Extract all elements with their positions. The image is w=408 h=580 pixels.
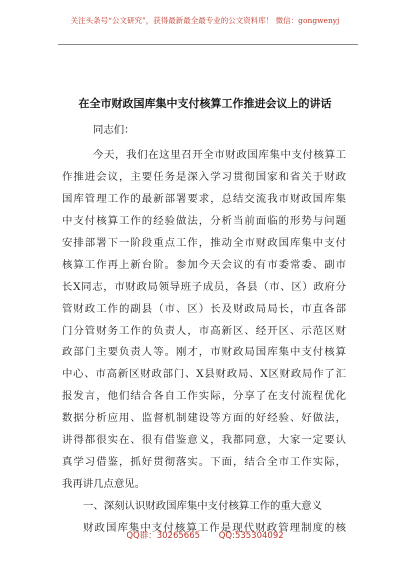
body-line: 真学习借鉴，抓好贯彻落实。下面，结合全市工作实际， [62, 456, 346, 469]
salutation: 同志们： [93, 124, 135, 136]
body-line: 今天，我们在这里召开全市财政国库集中支付核算工 [93, 149, 346, 161]
body-line: 门分管财务工作的负责人，市高新区、经开区、示范区财 [62, 324, 346, 337]
body-line: 我再讲几点意见。 [62, 478, 146, 491]
body-line: 国库管理工作的最新部署要求，总结交流我市财政国库集 [62, 192, 346, 205]
document-body [62, 145, 346, 540]
body-line: 讲得都很实在、很有借鉴意义，我都同意，大家一定要认 [62, 434, 346, 447]
footer-qq: QQ:535304092 [218, 531, 284, 541]
footer-contact [60, 530, 350, 542]
body-line: 管财政工作的副县（市、区）长及财政局局长，市直各部 [62, 302, 346, 315]
body-line: 核算工作再上新台阶。参加今天会议的有市委常委、副市 [62, 258, 346, 271]
body-line: 政部门主要负责人等。刚才，市财政局国库集中支付核算 [62, 346, 346, 359]
document-title: 在全市财政国库集中支付核算工作推进会议上的讲话 [78, 97, 332, 110]
body-line: 中支付核算工作的经验做法，分析当前面临的形势与问题 [62, 214, 346, 227]
body-line: 数据分析应用、监督机制建设等方面的好经验、好做法， [62, 412, 346, 425]
body-line: 中心、市高新区财政部门、X县财政局、X区财政局作了汇 [62, 368, 346, 381]
body-line: 财政国库集中支付核算工作是现代财政管理制度的核 [83, 521, 346, 534]
body-line: 作推进会议，主要任务是深入学习贯彻国家和省关于财政 [62, 170, 346, 183]
header-promo-note: 关注头条号“公文研究”，获得最新最全最专业的公文资料库！ 微信：gongwenyj [70, 16, 340, 25]
body-line: 长X同志，市财政局领导班子成员，各县（市、区）政府分 [62, 280, 346, 293]
body-line: 报发言，他们结合各自工作实际，分享了在支付流程优化 [62, 390, 346, 403]
body-line: 安排部署下一阶段重点工作，推动全市财政国库集中支付 [62, 236, 346, 249]
header-divider [58, 44, 358, 45]
footer-qq-group: QQ群：30265665 [126, 531, 201, 541]
section-heading: 一、深刻认识财政国库集中支付核算工作的重大意义 [83, 500, 322, 512]
